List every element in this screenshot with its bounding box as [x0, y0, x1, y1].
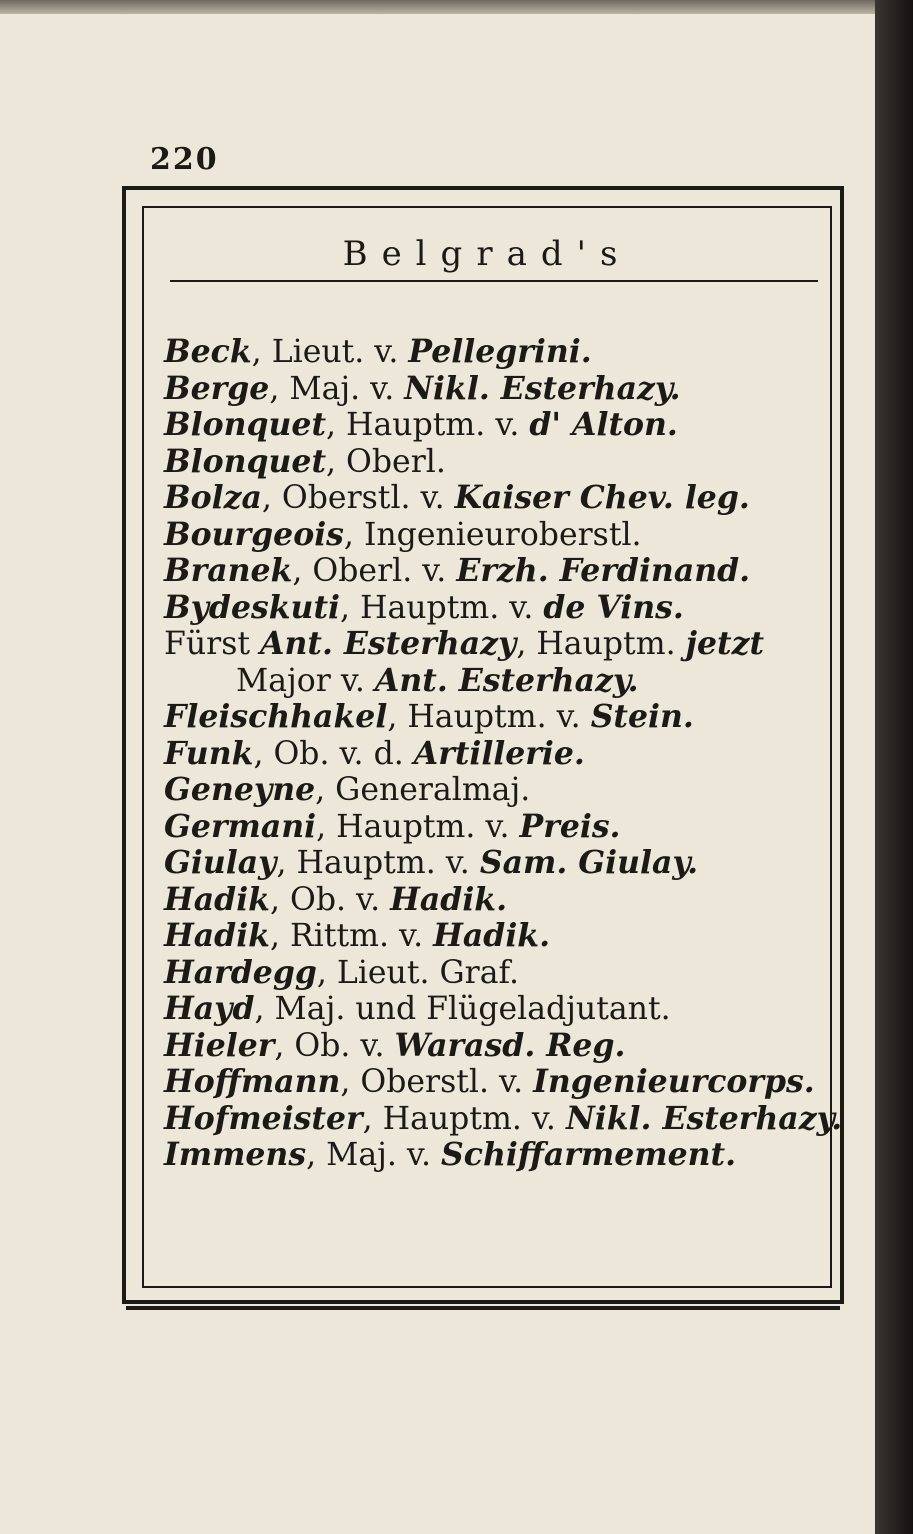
list-item — [164, 407, 830, 444]
list-item — [164, 334, 830, 371]
entry-name: Hardegg — [164, 953, 317, 991]
entry-rank: , Maj. v. — [306, 1137, 442, 1173]
entry-rank: , Lieut. Graf. — [316, 954, 520, 991]
list-item — [164, 480, 830, 517]
list-item — [164, 1137, 830, 1174]
list-item — [164, 699, 830, 736]
entry-name: Giulay — [164, 844, 277, 881]
entry-unit: Sam. Giulay. — [479, 844, 699, 881]
heading-rule — [170, 280, 818, 282]
section-heading: Belgrad's — [342, 234, 632, 274]
entry-name: Geneyne — [164, 771, 316, 808]
entry-unit: Stein. — [590, 698, 694, 735]
entry-unit: Nikl. Esterhazy. — [404, 369, 681, 407]
list-item — [164, 1028, 830, 1065]
list-item — [164, 845, 830, 882]
list-item — [164, 517, 830, 554]
list-item — [164, 955, 830, 992]
entry-rank: , Oberl. — [326, 443, 446, 480]
entry-name: Fleischhakel — [164, 698, 388, 735]
list-item — [164, 1064, 830, 1101]
entry-rank: , Hauptm. v. — [387, 699, 591, 735]
entry-name: Bourgeois — [164, 515, 344, 553]
entry-rank: , Maj. v. — [269, 370, 405, 407]
page-number: 220 — [150, 142, 219, 177]
list-item — [164, 663, 830, 700]
entry-name: Germani — [164, 807, 317, 845]
entry-unit: Ant. Esterhazy — [260, 625, 517, 662]
entry-name: Blonquet — [164, 442, 327, 480]
entry-unit: de Vins. — [543, 588, 684, 626]
entry-rank: , Ob. v. — [274, 1027, 395, 1064]
entry-rank: , Lieut. v. — [251, 334, 409, 370]
entry-list — [164, 333, 843, 1174]
entry-rank: , Rittm. v. — [270, 918, 434, 954]
list-item — [164, 736, 830, 773]
entry-rank: , Ob. v. d. — [253, 735, 414, 772]
entry-unit: Pellegrini. — [408, 333, 592, 370]
entry-rank: , Ingenieuroberstl. — [343, 516, 642, 553]
list-item — [164, 1099, 843, 1138]
entry-unit: d' Alton. — [529, 406, 678, 443]
entry-name: Beck — [164, 333, 252, 370]
entry-rank: , Hauptm. v. — [326, 407, 530, 443]
entry-name: Blonquet — [164, 406, 327, 443]
entry-name: Funk — [164, 734, 254, 772]
entry-rank: , Hauptm. v. — [339, 589, 544, 626]
entry-rank: , Ob. v. — [270, 881, 391, 918]
entry-unit: Schiffarmement. — [441, 1136, 737, 1173]
bordered-frame — [122, 186, 844, 1304]
frame-bottom-rule — [126, 1306, 840, 1310]
list-item — [164, 809, 830, 846]
entry-unit: Hadik. — [433, 917, 551, 954]
entry-name: Bydeskuti — [164, 588, 340, 626]
list-item — [164, 991, 830, 1028]
entry-name: Branek — [164, 552, 293, 589]
list-item — [164, 371, 830, 408]
entry-name: Hofmeister — [164, 1099, 363, 1137]
entry-unit: Ant. Esterhazy. — [374, 661, 639, 699]
entry-name: Hoffmann — [164, 1063, 341, 1100]
list-item — [164, 444, 830, 481]
entry-unit: Artillerie. — [413, 734, 585, 772]
book-page — [0, 14, 876, 1534]
entry-name: Hayd — [164, 990, 255, 1027]
entry-name: Hieler — [164, 1026, 275, 1064]
entry-rank: , Hauptm. v. — [276, 845, 480, 881]
entry-unit: Erzh. Ferdinand. — [456, 552, 751, 589]
entry-rank: , Oberstl. v. — [340, 1064, 534, 1100]
entry-rank: Major v. — [236, 662, 375, 699]
entry-unit: jetzt — [685, 625, 765, 662]
entry-name: Berge — [164, 369, 270, 407]
entry-unit: Ingenieurcorps. — [533, 1063, 815, 1100]
entry-rank: , Hauptm. v. — [362, 1100, 566, 1137]
list-item — [164, 918, 830, 955]
entry-unit: Preis. — [519, 807, 621, 845]
entry-unit: Warasd. Reg. — [394, 1026, 626, 1064]
entry-rank: , Oberl. v. — [292, 553, 457, 589]
list-item — [164, 590, 830, 627]
list-item — [164, 553, 830, 590]
entry-unit: Nikl. Esterhazy. — [565, 1099, 843, 1137]
entry-unit: Kaiser Chev. leg. — [454, 479, 750, 516]
entry-unit: Hadik. — [390, 880, 508, 918]
list-item — [164, 882, 830, 919]
list-item — [164, 626, 830, 663]
entry-name: Hadik — [164, 880, 270, 918]
entry-rank: , Oberstl. v. — [261, 480, 455, 516]
list-item — [164, 772, 830, 809]
entry-rank: , Generalmaj. — [315, 772, 531, 808]
entry-rank: , Maj. und Flügeladjutant. — [254, 991, 671, 1027]
entry-rank: , Hauptm. — [516, 626, 686, 662]
entry-name: Bolza — [164, 479, 262, 516]
book-spine-edge — [875, 0, 913, 1534]
entry-rank: Fürst — [164, 626, 261, 662]
entry-rank: , Hauptm. v. — [316, 808, 520, 845]
entry-name: Immens — [164, 1136, 307, 1173]
entry-name: Hadik — [164, 917, 270, 954]
inner-frame — [142, 206, 843, 1288]
